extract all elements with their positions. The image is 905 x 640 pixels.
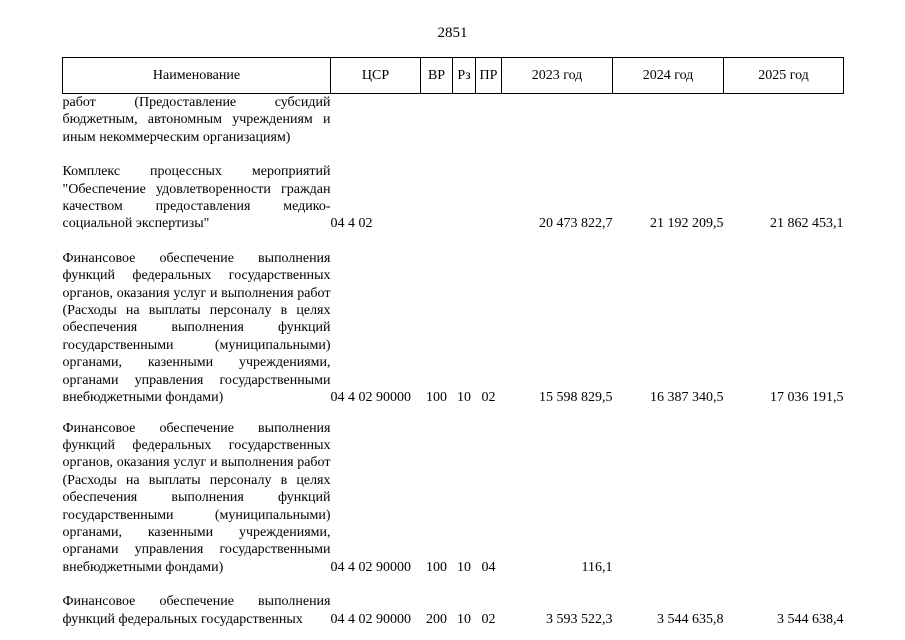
row-pr: 04 [481,559,496,575]
budget-table [62,57,844,628]
row-2025: 17 036 191,5 [770,390,844,406]
row-vr [421,94,453,147]
header-name: Наименование [63,58,331,94]
row-pr [476,163,502,233]
table-row [63,593,844,628]
row-pr: 02 [481,611,496,627]
row-rz: 10 [457,611,471,627]
row-2023: 3 593 522,3 [546,611,613,627]
row-rz [453,94,476,147]
table-row [63,250,844,407]
row-csr: 04 4 02 90000 [330,559,411,575]
row-spacer [63,407,844,420]
row-vr: 100 [426,390,447,406]
row-spacer [63,146,844,163]
row-vr [421,163,453,233]
row-spacer [63,576,844,593]
row-rz: 10 [457,559,471,575]
row-2024: 21 192 209,5 [650,216,724,232]
row-2025 [724,420,844,577]
table-row [63,420,844,577]
header-2024: 2024 год [613,58,724,94]
row-csr: 04 4 02 90000 [330,390,411,406]
row-vr: 100 [426,559,447,575]
row-2025: 3 544 638,4 [777,611,844,627]
page-number: 2851 [437,25,468,41]
table-row [63,163,844,233]
row-spacer [63,233,844,250]
row-csr: 04 4 02 [330,216,373,232]
row-name: Финансовое обеспечение выполнения функций федеральных государственных [62,594,331,627]
row-2024: 16 387 340,5 [650,390,724,406]
header-csr: ЦСР [331,58,421,94]
row-2025: 21 862 453,1 [770,216,844,232]
header-rz: Рз [453,58,476,94]
header-row [63,58,844,94]
header-pr: ПР [476,58,502,94]
row-2024 [613,420,724,577]
row-pr: 02 [481,390,496,406]
row-pr [476,94,502,147]
row-2024: 3 544 635,8 [657,611,724,627]
row-2023: 116,1 [581,559,613,575]
row-vr: 200 [426,611,447,627]
row-rz: 10 [457,390,471,406]
row-2023: 20 473 822,7 [539,216,613,232]
row-2023 [502,94,613,147]
row-name: Комплекс процессных мероприятий "Обеспечение удовлетворенности граждан качеством предоставления медико-социальной экспертизы" [62,164,331,232]
row-2023: 15 598 829,5 [539,390,613,406]
row-rz [453,163,476,233]
row-name: Финансовое обеспечение выполнения функций федеральных государственных органов, оказания услуг и выполнения работ (Расходы на выплаты персоналу в целях обеспечения выполнения функций государственными (муниципальными) органами, казенными учреждениями, органами управления государственными внебюджетными фондами) [62,250,331,406]
table-row [63,94,844,147]
row-name: Финансовое обеспечение выполнения функций федеральных государственных органов, оказания услуг и выполнения работ (Расходы на выплаты персоналу в целях обеспечения выполнения функций государственными (муниципальными) органами, казенными учреждениями, органами управления государственными внебюджетными фондами) [62,420,331,575]
row-name: работ (Предоставление субсидий бюджетным, автономным учреждениям и иным некоммерческим организациям) [62,95,331,145]
row-csr: 04 4 02 90000 [330,611,411,627]
row-2024 [613,94,724,147]
header-vr: ВР [421,58,453,94]
row-csr [331,94,421,147]
header-2023: 2023 год [502,58,613,94]
header-2025: 2025 год [724,58,844,94]
row-2025 [724,94,844,147]
